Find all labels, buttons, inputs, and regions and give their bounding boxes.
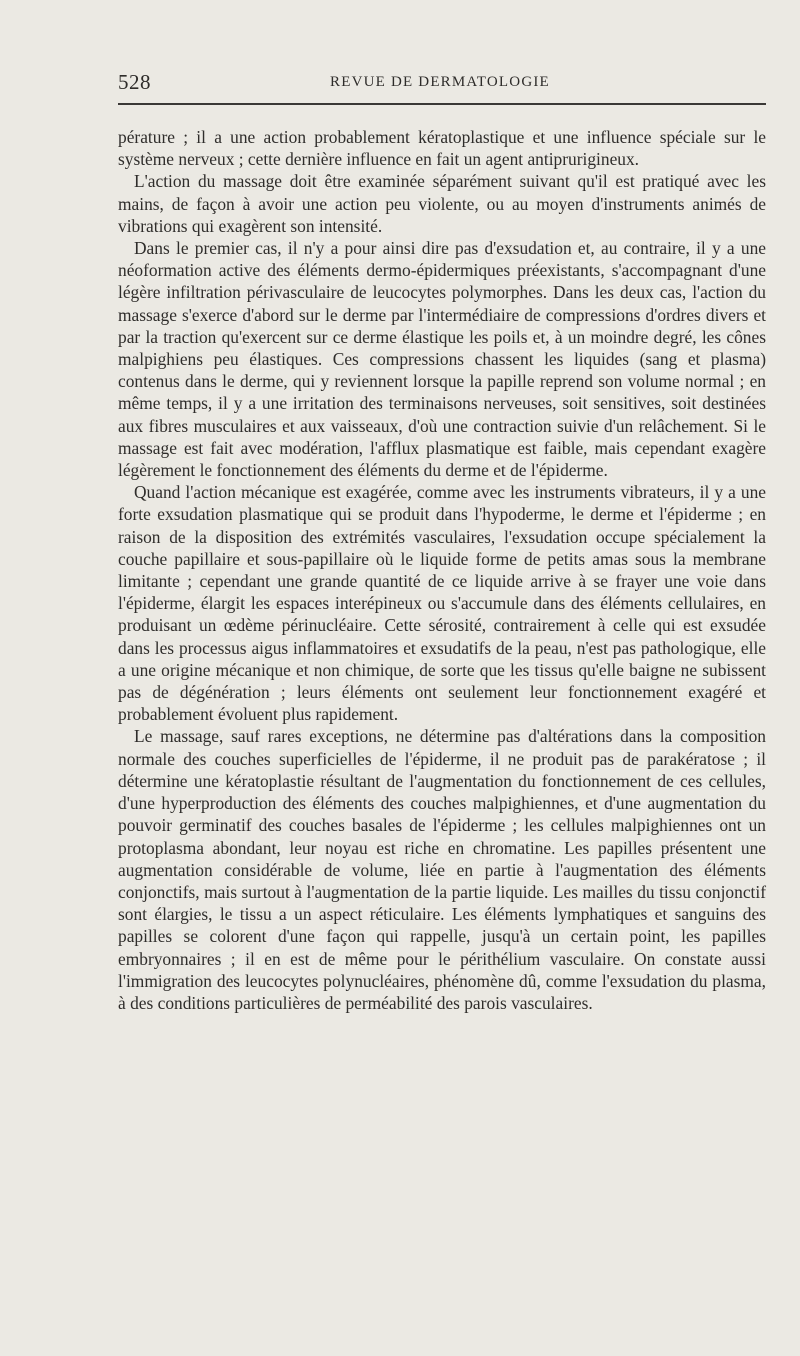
paragraph: Quand l'action mécanique est exagérée, comme avec les instruments vibrateurs, il y a une forte exsudation plasmatique qui se produit dans l'hypoderme, le derme et l'épiderme ; en raison de la disposition des extrémités vasculaires, l'exsudation occupe spécialement la couche papillaire et sous-papillaire où le liquide forme de petits amas sous la membrane limitante ; cependant une grande quantité de ce liquide arrive à se frayer une voie dans l'épiderme, élargit les espaces interépineux ou s'accumule dans des éléments cellulaires, en produisant un œdème périnucléaire. Cette sérosité, contrairement à celle qui est exsudée dans les processus aigus inflammatoires et exsudatifs de la peau, n'est pas pathologique, elle a une origine mécanique et non chimique, de sorte que les tissus qu'elle baigne ne subissent pas de dégénération ; leurs éléments ont seulement leur fonctionnement exagéré et probablement évoluent plus rapidement. bbox=[118, 482, 766, 725]
paragraph: pérature ; il a une action probablement kératoplastique et une influence spéciale sur le système nerveux ; cette dernière influence en fait un agent antiprurigineux. bbox=[118, 127, 766, 170]
body-text bbox=[118, 126, 766, 1014]
paragraph: Le massage, sauf rares exceptions, ne détermine pas d'altérations dans la composition normale des couches superficielles de l'épiderme, il ne produit pas de parakératose ; il détermine une kératoplastie résultant de l'augmentation du fonctionnement de ces cellules, d'une hyperproduction des éléments des couches malpighiennes, et d'une augmentation du pouvoir germinatif des couches basales de l'épiderme ; les cellules malpighiennes ont un protoplasma abondant, leur noyau est riche en chromatine. Les papilles présentent une augmentation considérable de volume, liée en partie à l'augmentation des éléments conjonctifs, mais surtout à l'augmentation de la partie liquide. Les mailles du tissu conjonctif sont élargies, le tissu a un aspect réticulaire. Les éléments lymphatiques et sanguins des papilles se colorent d'une façon qui rappelle, jusqu'à un certain point, les papilles embryonnaires ; il en est de même pour le périthélium vasculaire. On constate aussi l'immigration des leucocytes polynucléaires, phénomène dû, comme l'exsudation du plasma, à des conditions particulières de perméabilité des parois vasculaires. bbox=[118, 726, 766, 1013]
page-header bbox=[118, 70, 766, 100]
header-rule bbox=[118, 103, 766, 105]
running-title: REVUE DE DERMATOLOGIE bbox=[330, 74, 550, 90]
paragraph: L'action du massage doit être examinée séparément suivant qu'il est pratiqué avec les mains, de façon à avoir une action peu violente, ou au moyen d'instruments animés de vibrations qui exagèrent son intensité. bbox=[118, 171, 766, 236]
page-number: 528 bbox=[118, 70, 151, 94]
paragraph: Dans le premier cas, il n'y a pour ainsi dire pas d'exsudation et, au contraire, il y a une néoformation active des éléments dermo-épidermiques préexistants, s'accompagnant d'une légère infiltration périvasculaire de leucocytes polymorphes. Dans les deux cas, l'action du massage s'exerce d'abord sur le derme par l'intermédiaire de compressions d'ordres divers et par la traction qu'exercent sur ce derme élastique les poils et, à un moindre degré, les cônes malpighiens peu élastiques. Ces compressions chassent les liquides (sang et plasma) contenus dans le derme, qui y reviennent lorsque la papille reprend son volume normal ; en même temps, il y a une irritation des terminaisons nerveuses, soit sensitives, soit destinées aux fibres musculaires et aux vaisseaux, d'où une contraction suivie d'un relâchement. Si le massage est fait avec modération, l'afflux plasmatique est faible, mais cependant exagère légèrement le fonctionnement des éléments du derme et de l'épiderme. bbox=[118, 238, 766, 481]
